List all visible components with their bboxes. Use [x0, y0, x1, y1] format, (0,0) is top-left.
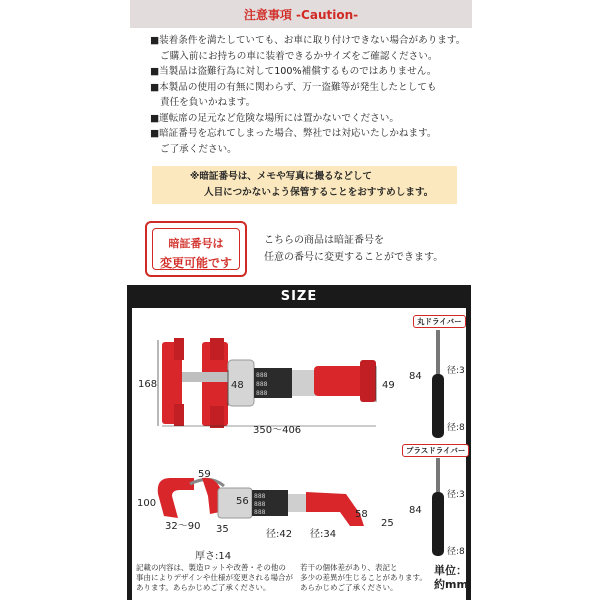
unit-line: 単位： — [434, 564, 467, 577]
dim-25: 25 — [381, 518, 394, 529]
notice-box — [152, 166, 457, 204]
caution-item: ■運転席の足元など危険な場所には置かないでください。 — [150, 112, 399, 124]
caution-item: ご購入前にお持ちの車に装着できるかサイズをご確認ください。 — [160, 50, 438, 62]
driver-diameter: 径:3 — [447, 366, 465, 376]
badge-line: 暗証番号は — [168, 237, 224, 250]
driver-label: プラスドライバー — [402, 444, 469, 457]
driver-length: 84 — [409, 371, 422, 382]
caution-item: 責任を負いかねます。 — [160, 97, 256, 108]
dim-56: 56 — [236, 496, 249, 507]
badge-frame — [152, 228, 240, 270]
unit-line: 約mm — [434, 578, 468, 591]
caution-item: ■暗証番号を忘れてしまった場合、弊社では対応いたしかねます。 — [150, 128, 437, 139]
code-change-badge — [145, 221, 247, 277]
footnote-left — [136, 563, 293, 593]
caution-title: 注意事項 -Caution- — [243, 8, 359, 22]
notice-line: 人目につかないよう保管することをおすすめします。 — [204, 187, 434, 198]
driver-diameter: 径:8 — [447, 423, 465, 433]
svg-text:888: 888 — [254, 501, 266, 508]
caution-list — [150, 33, 480, 157]
svg-text:888: 888 — [254, 493, 266, 500]
svg-text:888: 888 — [256, 390, 268, 397]
notice-line: ※暗証番号は、メモや写真に撮るなどして — [190, 171, 373, 182]
driver-diameter: 径:8 — [447, 547, 465, 557]
size-title: SIZE — [280, 289, 318, 304]
dim-collar: 48 — [231, 380, 244, 391]
phillips-driver-illustration — [428, 458, 448, 558]
caution-item: ■当製品は盗難行為に対して100%補償するものではありません。 — [150, 66, 437, 77]
footnote-line: 事由によりデザインや仕様が変更される場合が — [136, 573, 293, 582]
dim-hook: 59 — [198, 469, 211, 480]
dim-grip: 49 — [382, 380, 395, 391]
badge-desc-line: こちらの商品は暗証番号を — [264, 235, 384, 246]
svg-text:888: 888 — [256, 372, 268, 379]
caution-item: ■装着条件を満たしていても、お車に取り付けできない場合があります。 — [150, 35, 466, 46]
badge-line: 変更可能です — [159, 256, 232, 270]
footnote-line: あらかじめご了承ください。 — [300, 583, 398, 592]
dim-dia34: 径:34 — [310, 529, 337, 540]
footnote-line: 記載の内容は、製造ロットや改善・その他の — [136, 563, 286, 572]
dim-35: 35 — [216, 524, 229, 535]
footnote-line: 若干の個体差があり、表記と — [300, 563, 398, 572]
svg-text:888: 888 — [256, 381, 268, 388]
dim-length: 350～406 — [253, 425, 302, 436]
unit-label — [434, 564, 468, 592]
caution-header — [130, 0, 472, 28]
badge-desc-line: 任意の番号に変更することができます。 — [264, 252, 444, 263]
dim-thickness: 厚さ:14 — [195, 551, 232, 562]
dim-58: 58 — [355, 509, 368, 520]
size-header — [127, 285, 471, 308]
round-driver-illustration — [428, 330, 448, 440]
driver-diameter: 径:3 — [447, 490, 465, 500]
footnote-line: 多少の差異が生じることがあります。 — [300, 573, 427, 582]
caution-item: ご了承ください。 — [160, 143, 237, 155]
caution-item: ■本製品の使用の有無に関わらず、万一盗難等が発生したとしても — [150, 81, 437, 93]
dim-side-height: 100 — [137, 498, 157, 509]
driver-length: 84 — [409, 505, 422, 516]
footnote-right — [300, 563, 427, 593]
dim-span: 32～90 — [165, 521, 201, 532]
dim-dia42: 径:42 — [266, 529, 293, 540]
badge-description — [264, 232, 443, 266]
svg-text:888: 888 — [254, 509, 266, 516]
driver-label: 丸ドライバー — [413, 315, 466, 328]
footnote-line: あります。あらかじめご了承ください。 — [136, 583, 271, 592]
dim-height: 168 — [138, 379, 158, 390]
